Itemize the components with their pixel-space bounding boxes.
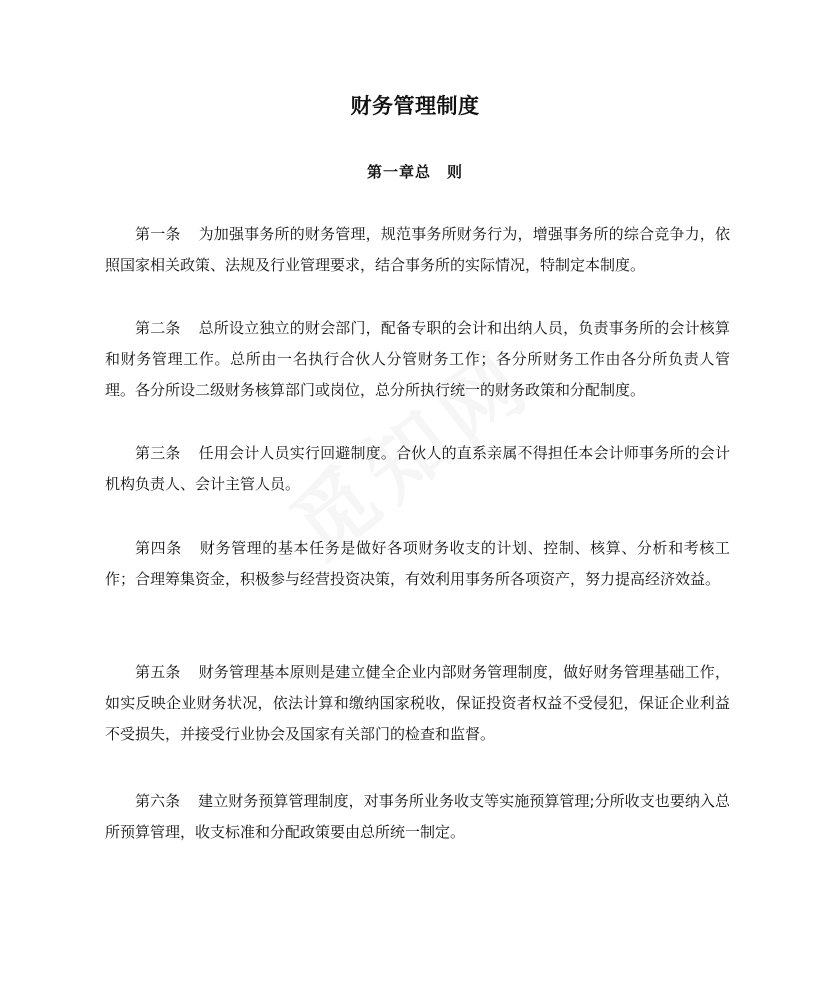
article-label: 第一条	[135, 225, 181, 243]
article-label: 第六条	[135, 792, 181, 810]
document-title: 财务管理制度	[350, 94, 480, 118]
article-2	[105, 313, 730, 406]
article-label: 第二条	[135, 319, 181, 337]
article-label: 第四条	[135, 539, 182, 557]
article-text: 总所设立独立的财会部门，配备专职的会计和出纳人员，负责事务所的会计核算和财务管理工作。总所由一名执行合伙人分管财务工作；各分所财务工作由各分所负责人管理。各分所设二级财务核算部门或岗位，总分所执行统一的财务政策和分配制度。	[105, 319, 730, 399]
article-4	[105, 533, 730, 595]
chapter-title: 第一章总 则	[366, 163, 463, 181]
article-text: 为加强事务所的财务管理，规范事务所财务行为，增强事务所的综合竞争力，依照国家相关政策、法规及行业管理要求，结合事务所的实际情况，特制定本制度。	[105, 225, 730, 274]
article-text: 建立财务预算管理制度，对事务所业务收支等实施预算管理;分所收支也要纳入总所预算管理，收支标准和分配政策要由总所统一制定。	[105, 792, 730, 841]
article-5	[105, 657, 730, 750]
article-label: 第五条	[135, 663, 181, 681]
article-label: 第三条	[135, 444, 181, 462]
article-text: 任用会计人员实行回避制度。合伙人的直系亲属不得担任本会计师事务所的会计机构负责人、会计主管人员。	[105, 444, 730, 493]
article-6	[105, 786, 730, 848]
article-text: 财务管理的基本任务是做好各项财务收支的计划、控制、核算、分析和考核工作；合理筹集资金，积极参与经营投资决策，有效利用事务所各项资产，努力提高经济效益。	[105, 539, 730, 588]
article-1	[105, 219, 730, 281]
article-text: 财务管理基本原则是建立健全企业内部财务管理制度，做好财务管理基础工作，如实反映企业财务状况，依法计算和缴纳国家税收，保证投资者权益不受侵犯，保证企业利益不受损失，并接受行业协会及国家有关部门的检查和监督。	[105, 663, 730, 743]
article-3	[105, 438, 730, 500]
